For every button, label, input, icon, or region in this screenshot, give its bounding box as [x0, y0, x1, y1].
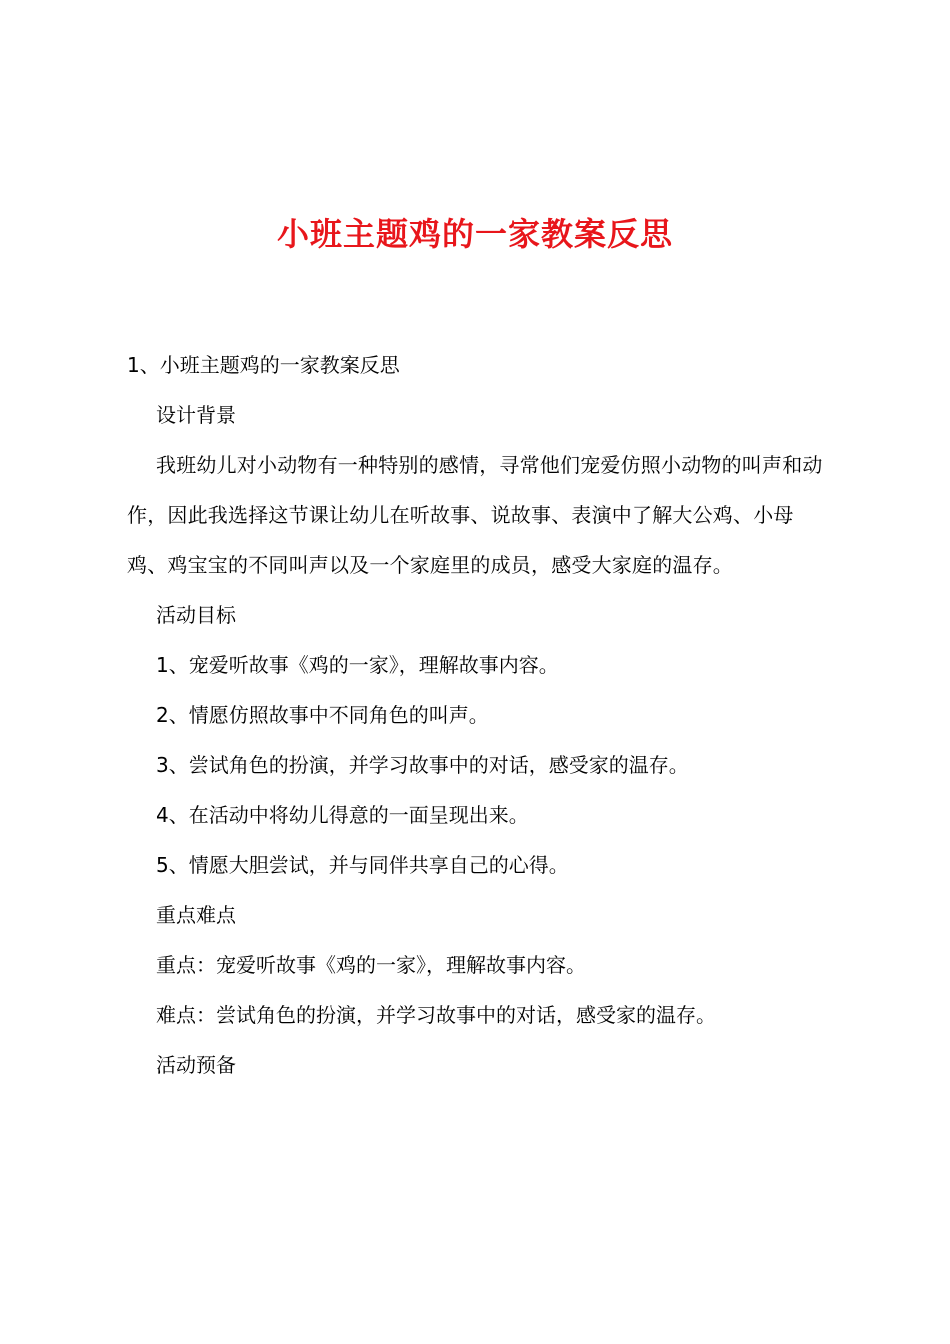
goal-item-2: 2、情愿仿照故事中不同角色的叫声。 [156, 703, 489, 727]
key-point-text: 重点：宠爱听故事《鸡的一家》，理解故事内容。 [156, 953, 586, 977]
background-heading: 设计背景 [156, 403, 236, 427]
document-title: 小班主题鸡的一家教案反思 [276, 215, 673, 253]
goal-item-4: 4、在活动中将幼儿得意的一面呈现出来。 [156, 803, 529, 827]
goal-item-1: 1、宠爱听故事《鸡的一家》，理解故事内容。 [156, 653, 559, 677]
goal-item-5: 5、情愿大胆尝试，并与同伴共享自己的心得。 [156, 853, 569, 877]
section-heading-main: 1、小班主题鸡的一家教案反思 [127, 353, 400, 377]
preparation-heading: 活动预备 [156, 1053, 236, 1077]
goals-heading: 活动目标 [156, 603, 236, 627]
key-points-heading: 重点难点 [156, 903, 236, 927]
document-body [127, 340, 831, 1090]
goal-item-3: 3、尝试角色的扮演，并学习故事中的对话，感受家的温存。 [156, 753, 689, 777]
difficulty-text: 难点：尝试角色的扮演，并学习故事中的对话，感受家的温存。 [156, 1003, 716, 1027]
background-paragraph: 我班幼儿对小动物有一种特别的感情，寻常他们宠爱仿照小动物的叫声和动作，因此我选择这节课让幼儿在听故事、说故事、表演中了解大公鸡、小母鸡、鸡宝宝的不同叫声以及一个家庭里的成员，感受大家庭的温存。 [127, 453, 823, 577]
